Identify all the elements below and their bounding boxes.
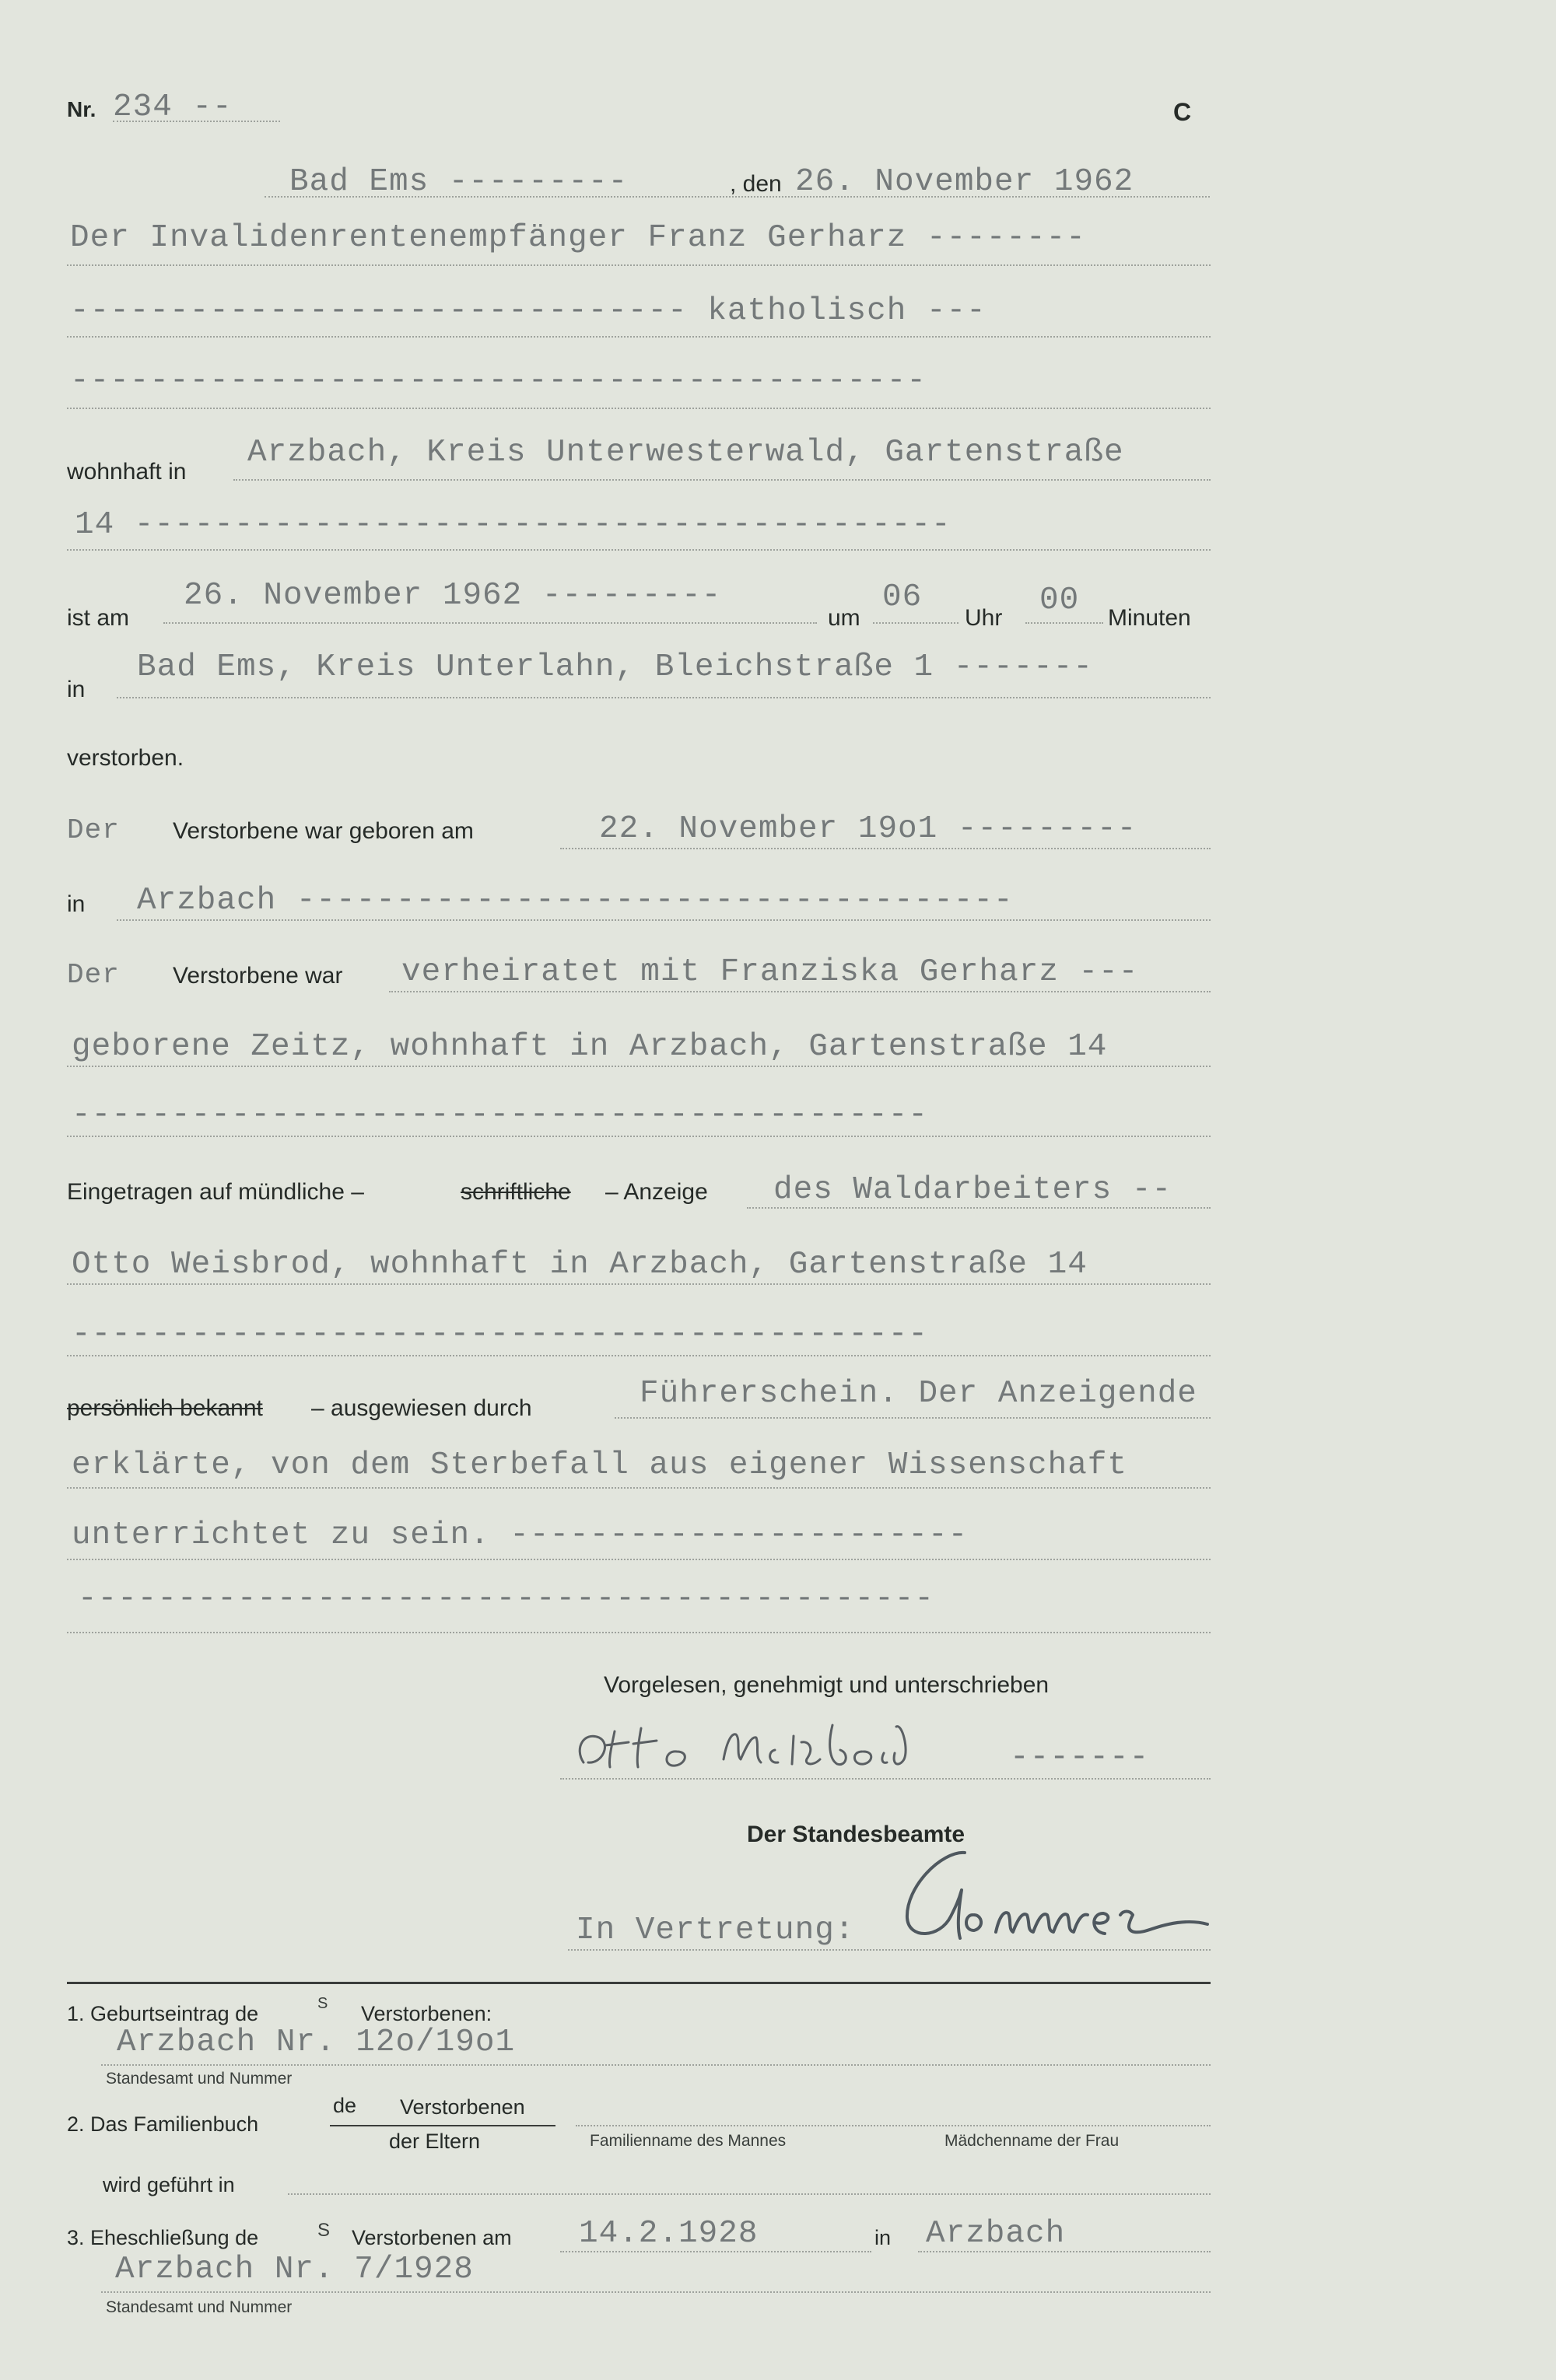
deceased-line-1: Der Invalidenrentenempfänger Franz Gerharz -------- (70, 220, 1086, 256)
footer-item3-value: Arzbach Nr. 7/1928 (115, 2252, 474, 2287)
informant-signature-dashes: ------- (1010, 1740, 1150, 1776)
registrar-label: Der Standesbeamte (747, 1822, 965, 1847)
footer-item3-caption: Standesamt und Nummer (106, 2298, 293, 2316)
identification-line-4: ------------------------------------------- (78, 1581, 934, 1617)
registrar-signature (887, 1840, 1229, 1957)
registration-label-struck: schriftliche (461, 1179, 571, 1205)
death-date: 26. November 1962 --------- (184, 578, 722, 614)
form-letter: C (1173, 98, 1192, 126)
footer-item2-label: 2. Das Familienbuch (67, 2112, 259, 2136)
uhr-label: Uhr (965, 605, 1003, 631)
identification-line-2: erklärte, von dem Sterbefall aus eigener Wissenschaft (72, 1447, 1128, 1483)
status-line-3: ------------------------------------------- (72, 1097, 928, 1133)
footer-item2-de: de (333, 2094, 357, 2117)
footer-item1-suffix: S (317, 1995, 328, 2012)
footer-item1-label: 1. Geburtseintrag de (67, 2002, 259, 2025)
deceased-line-3: ------------------------------------------- (70, 363, 927, 399)
status-line-2: geborene Zeitz, wohnhaft in Arzbach, Gartenstraße 14 (72, 1029, 1108, 1065)
footer-item3-label-b: Verstorbenen am (352, 2226, 512, 2249)
footer-item3-label-a: 3. Eheschließung de (67, 2226, 259, 2249)
birth-place: Arzbach ------------------------------------ (137, 883, 1014, 919)
place-of-record: Bad Ems --------- (289, 164, 629, 200)
nr-label: Nr. (67, 97, 96, 121)
identification-label-struck: persönlich bekannt (67, 1395, 263, 1421)
registration-label-start: Eingetragen auf mündliche – (67, 1179, 364, 1205)
footer-item3-in: in (874, 2226, 892, 2249)
registration-label-end: – Anzeige (605, 1179, 708, 1205)
identification-label-end: – ausgewiesen durch (311, 1395, 532, 1421)
footer-item2-caption-frau: Mädchenname der Frau (944, 2132, 1120, 2150)
status-line-1: verheiratet mit Franziska Gerharz --- (401, 954, 1139, 990)
residence-line-1: Arzbach, Kreis Unterwesterwald, Gartenstraße (247, 435, 1124, 471)
wohnhaft-label: wohnhaft in (67, 459, 187, 485)
death-minutes: 00 (1039, 583, 1080, 618)
nr-value: 234 -- (113, 89, 233, 125)
ist-am-label: ist am (67, 605, 130, 631)
footer-item3-date: 14.2.1928 (579, 2216, 759, 2252)
birth-date: 22. November 19o1 --------- (599, 811, 1137, 847)
footer-item3-place: Arzbach (926, 2216, 1066, 2252)
identification-line-3: unterrichtet zu sein. ----------------------- (72, 1517, 969, 1553)
birth-der: Der (67, 814, 120, 846)
informant-line-2: Otto Weisbrod, wohnhaft in Arzbach, Gartenstraße 14 (72, 1247, 1088, 1283)
footer-item2-verstorbenen: Verstorbenen (400, 2095, 525, 2119)
residence-line-2: 14 ----------------------------------------- (75, 507, 951, 543)
record-date: 26. November 1962 (795, 164, 1134, 200)
footer-item1-value: Arzbach Nr. 12o/19o1 (117, 2025, 516, 2060)
footer-item1-caption: Standesamt und Nummer (106, 2070, 293, 2088)
read-approved-label: Vorgelesen, genehmigt und unterschrieben (604, 1672, 1050, 1698)
in-vertretung-label: In Vertretung: (576, 1913, 855, 1948)
footer-item2-caption-mann: Familienname des Mannes (590, 2132, 787, 2150)
footer-item2-wird: wird geführt in (103, 2173, 235, 2196)
footer-item1-label-end: Verstorbenen: (361, 2002, 492, 2025)
minuten-label: Minuten (1108, 605, 1191, 631)
birth-label: Verstorbene war geboren am (173, 818, 474, 844)
verstorben-label: verstorben. (67, 745, 184, 771)
footer-item2-eltern: der Eltern (389, 2130, 481, 2153)
death-hour: 06 (882, 579, 923, 615)
den-label: , den (730, 171, 782, 197)
in-label-death: in (67, 677, 86, 702)
um-label: um (828, 605, 860, 631)
status-der: Der (67, 959, 120, 991)
in-label-birth: in (67, 891, 86, 917)
identification-line-1: Führerschein. Der Anzeigende (640, 1376, 1197, 1412)
death-place: Bad Ems, Kreis Unterlahn, Bleichstraße 1 ------- (137, 649, 1093, 685)
status-label: Verstorbene war (173, 963, 343, 989)
informant-line-1: des Waldarbeiters -- (773, 1172, 1172, 1208)
informant-line-3: ------------------------------------------- (72, 1317, 928, 1353)
deceased-line-2: ------------------------------- katholisch --- (70, 293, 987, 329)
footer-item3-suffix: S (317, 2220, 331, 2241)
informant-signature (560, 1708, 1011, 1794)
